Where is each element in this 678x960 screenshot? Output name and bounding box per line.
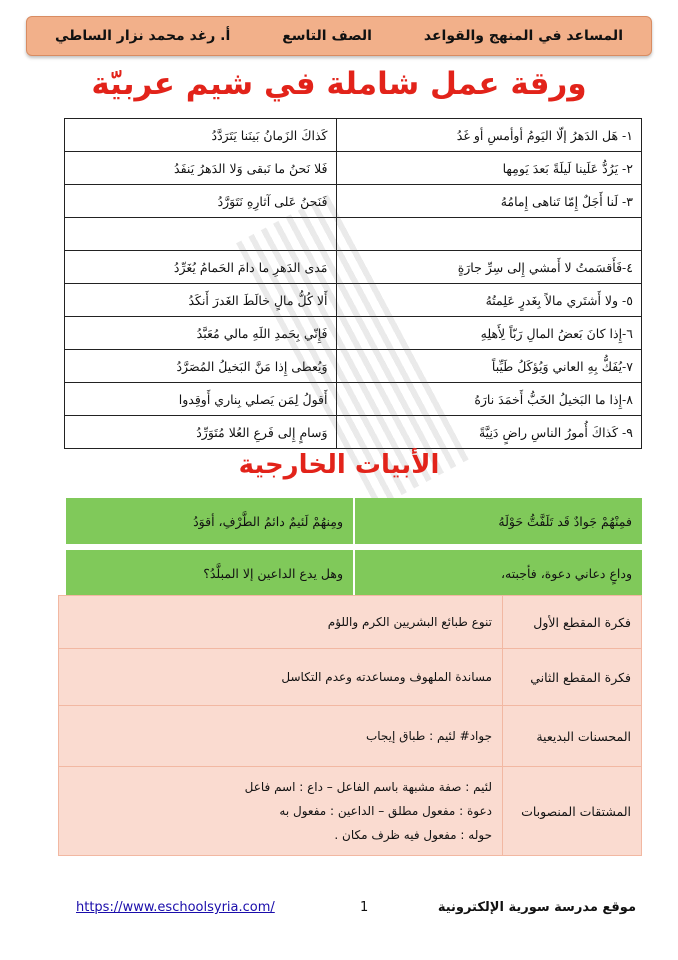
verse-second-half: وَسامٍ إِلى فَرعِ العُلا مُتَوَرِّدُ — [65, 416, 337, 449]
row-label: المشتقات المنصوبات — [503, 767, 642, 856]
website-link[interactable]: https://www.eschoolsyria.com/ — [76, 900, 275, 915]
footer — [76, 900, 636, 920]
subject-label: المساعد في المنهج والقواعد — [423, 28, 623, 44]
value-line: مساندة الملهوف ومساعدته وعدم التكاسل — [281, 670, 492, 684]
verse-second-half: أَقولُ لِمَن يَصلي بِناري أَوقِدوا — [65, 383, 337, 416]
table-row — [65, 152, 642, 185]
row-value — [59, 767, 503, 856]
verse-second-half: فَإِنّي بِحَمدِ اللَهِ مالي مُعَبَّدُ — [65, 317, 337, 350]
row-label: المحسنات البديعية — [503, 706, 642, 767]
value-line: جواد# لئيم : طباق إيجاب — [365, 729, 492, 743]
header-banner — [26, 16, 652, 56]
verse-second-half: فَنَحنُ عَلى آثارِهِ نَتَوَرَّدُ — [65, 185, 337, 218]
verse-first-half: ١- هَل الدَهرُ إلّا اليَومُ أوأمسِ أو غَدُ — [336, 119, 642, 152]
verse-first-half: ٧-يُفَكُّ بِهِ العاني وَيُؤكَلُ طَيِّباً — [336, 350, 642, 383]
value-line: تنوع طبائع البشريين الكرم واللؤم — [327, 615, 492, 629]
verse-second-half: كَذاكَ الزَمانُ بَينَنا يَتَرَدَّدُ — [65, 119, 337, 152]
verse-first-half: ٣- لَنا أَجَلٌ إِمّا تَناهى إِمامُهُ — [336, 185, 642, 218]
grade-label: الصف التاسع — [282, 28, 372, 44]
value-line: حوله : مفعول فيه ظرف مكان . — [334, 828, 492, 842]
verse-first-half: فمِنْهُمْ جَوادٌ قَد تَلَفَّتُّ حَوْلَهُ — [353, 498, 642, 544]
verse-second-half: ومِنهُمْ لَئيمٌ دائمُ الطَّرْفِ، أقوَدُ — [64, 498, 353, 544]
row-value — [59, 649, 503, 706]
table-row — [65, 218, 642, 251]
verse-first-half: ٦-إِذا كانَ بَعضُ المالِ رَبّاً لِأَهلِهِ — [336, 317, 642, 350]
verse-first-half: ٩- كَذاكَ أُمورُ الناسِ راضٍ دَنِيَّةً — [336, 416, 642, 449]
verse-first-half: ٤-فَأَقسَمتُ لا أَمشي إِلى سِرِّ جارَةٍ — [336, 251, 642, 284]
table-row — [65, 119, 642, 152]
page-number: 1 — [360, 900, 369, 915]
value-line: دعوة : مفعول مطلق – الداعين : مفعول به — [279, 804, 492, 818]
table-row — [65, 317, 642, 350]
poem-table — [64, 118, 642, 449]
verse-first-half: ٥- ولا أَشتَري مالاً بِغَدرٍ عَلِمتُهُ — [336, 284, 642, 317]
table-row — [65, 284, 642, 317]
table-row — [59, 767, 642, 856]
verse-first-half: ٢- يَرُدُّ عَلَينا لَيلَةً بَعدَ يَومِها — [336, 152, 642, 185]
table-row — [65, 383, 642, 416]
table-row — [59, 706, 642, 767]
school-name: موقع مدرسة سورية الإلكترونية — [437, 900, 636, 915]
verse-second-half: أَلا كُلُّ مالٍ خالَطَ الغَدرَ أَنكَدُ — [65, 284, 337, 317]
verse-first-half: ٨-إِذا ما البَخيلُ الخَبُّ أَخمَدَ نارَهُ — [336, 383, 642, 416]
outer-verses-table — [64, 492, 642, 602]
verse-second-half: فَلا نَحنُ ما نَبقى وَلا الدَهرُ يَنفَدُ — [65, 152, 337, 185]
verse-second-half — [65, 218, 337, 251]
page-title: ورقة عمل شاملة في شيم عربيّة — [91, 66, 587, 102]
verse-first-half — [336, 218, 642, 251]
outer-verses-title: الأبيات الخارجية — [238, 450, 440, 480]
table-row — [65, 251, 642, 284]
row-label: فكرة المقطع الثاني — [503, 649, 642, 706]
row-value — [59, 706, 503, 767]
table-row — [65, 185, 642, 218]
verse-second-half: مَدى الدَهرِ ما دامَ الحَمامُ يُغَرِّدُ — [65, 251, 337, 284]
teacher-label: أ. رغد محمد نزار الساطي — [55, 28, 231, 44]
verse-second-half: وَيُعطى إِذا مَنَّ البَخيلُ المُصَرَّدُ — [65, 350, 337, 383]
table-row — [59, 649, 642, 706]
analysis-table — [58, 595, 642, 856]
table-row — [64, 550, 642, 596]
value-line: لئيم : صفة مشبهة باسم الفاعل – داع : اسم فاعل — [244, 780, 492, 794]
verse-second-half: وهل يدع الداعين إلا المبلَّدُ؟ — [64, 550, 353, 596]
verse-first-half: وداعٍ دعاني دعوة، فأجبته، — [353, 550, 642, 596]
table-row — [65, 350, 642, 383]
table-row — [64, 498, 642, 544]
table-row — [65, 416, 642, 449]
row-value — [59, 596, 503, 649]
table-row — [59, 596, 642, 649]
row-label: فكرة المقطع الأول — [503, 596, 642, 649]
